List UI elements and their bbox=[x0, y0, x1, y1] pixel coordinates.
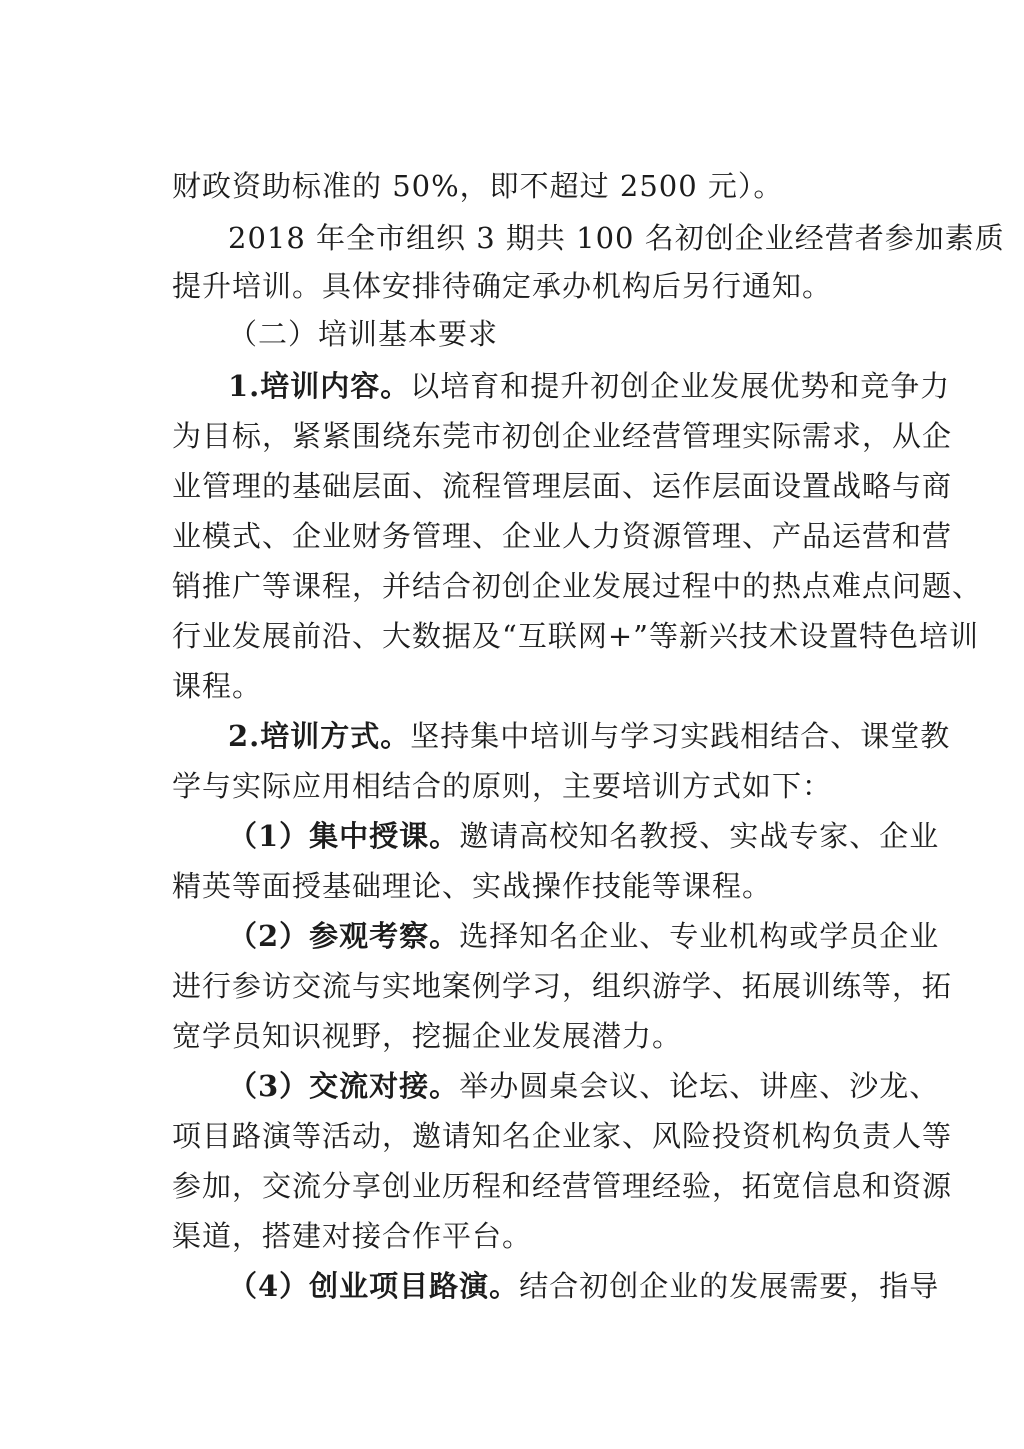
text-line: 2018 年全市组织 3 期共 100 名初创企业经营者参加素质 bbox=[228, 221, 1005, 255]
text-line: 销推广等课程，并结合初创企业发展过程中的热点难点问题、 bbox=[172, 569, 983, 603]
text-line: 宽学员知识视野，挖掘企业发展潜力。 bbox=[172, 1019, 683, 1053]
text-line: 业模式、企业财务管理、企业人力资源管理、产品运营和营 bbox=[172, 519, 953, 553]
item-title: （4）创业项目路演。 bbox=[228, 1269, 520, 1303]
text-line: （1）集中授课。邀请高校知名教授、实战专家、企业 bbox=[228, 819, 940, 853]
text-line: （2）参观考察。选择知名企业、专业机构或学员企业 bbox=[228, 919, 940, 953]
text-line: （4）创业项目路演。结合初创企业的发展需要，指导 bbox=[228, 1269, 940, 1303]
subsection-title: 2.培训方式。 bbox=[228, 719, 411, 753]
text-line: 渠道，搭建对接合作平台。 bbox=[172, 1219, 533, 1253]
item-title: （3）交流对接。 bbox=[228, 1069, 460, 1103]
text-line: 精英等面授基础理论、实战操作技能等课程。 bbox=[172, 869, 773, 903]
text-line: 项目路演等活动，邀请知名企业家、风险投资机构负责人等 bbox=[172, 1119, 953, 1153]
text-line: 进行参访交流与实地案例学习，组织游学、拓展训练等，拓 bbox=[172, 969, 953, 1003]
subsection-title: 1.培训内容。 bbox=[228, 369, 411, 403]
text-line: 学与实际应用相结合的原则，主要培训方式如下： bbox=[172, 769, 833, 803]
section-heading: （二）培训基本要求 bbox=[228, 317, 499, 351]
text-line: 课程。 bbox=[172, 669, 263, 703]
text-line: 2.培训方式。坚持集中培训与学习实践相结合、课堂教 bbox=[228, 719, 951, 753]
text-line: 为目标，紧紧围绕东莞市初创企业经营管理实际需求，从企 bbox=[172, 419, 953, 453]
item-title: （2）参观考察。 bbox=[228, 919, 460, 953]
text-line: 行业发展前沿、大数据及“互联网+”等新兴技术设置特色培训 bbox=[172, 619, 979, 653]
text-line: 1.培训内容。以培育和提升初创企业发展优势和竞争力 bbox=[228, 369, 951, 403]
text-line: 参加，交流分享创业历程和经营管理经验，拓宽信息和资源 bbox=[172, 1169, 953, 1203]
text-line: 业管理的基础层面、流程管理层面、运作层面设置战略与商 bbox=[172, 469, 953, 503]
text-line: 提升培训。具体安排待确定承办机构后另行通知。 bbox=[172, 269, 833, 303]
text-line: 财政资助标准的 50%，即不超过 2500 元）。 bbox=[172, 169, 784, 203]
text-line: （3）交流对接。举办圆桌会议、论坛、讲座、沙龙、 bbox=[228, 1069, 940, 1103]
item-title: （1）集中授课。 bbox=[228, 819, 460, 853]
